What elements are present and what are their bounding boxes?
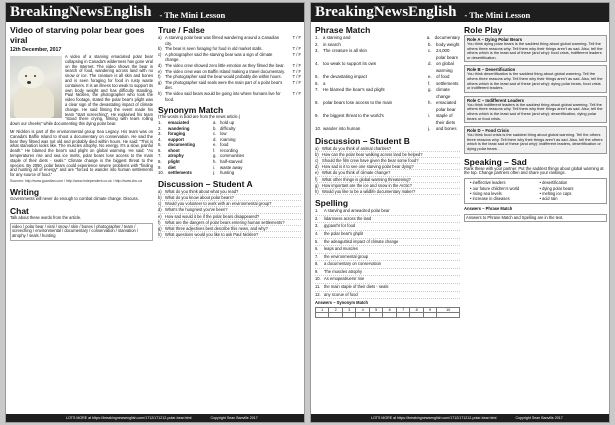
spelling-text: the main staple of their diets - seals <box>324 284 389 290</box>
synonym-word: emaciated <box>168 119 190 125</box>
question-text: How can the polar bear walking across land be helped? <box>322 151 423 157</box>
question-letter: h) <box>158 232 162 238</box>
answer-blank-cell <box>369 313 382 318</box>
speaking-item: • desertification <box>539 180 568 186</box>
synonym-letter: d. <box>213 136 217 142</box>
spelling-number: 10. <box>315 276 321 282</box>
page-footer <box>6 414 304 422</box>
spelling-number: 2. <box>315 215 319 221</box>
question-letter: e) <box>315 170 319 176</box>
role-title: Role C – Indifferent Leaders <box>467 97 525 103</box>
question-text: What questions would you like to ask Paul Nicklen? <box>165 232 259 238</box>
synonym-word: atrophy <box>168 153 184 159</box>
phrase-start: wander into human <box>323 126 361 131</box>
item-statement: A starving polar bear was filmed wandering around a Canadian city. <box>165 35 280 46</box>
phrase-number: 10. <box>315 126 322 131</box>
speaking-item: • dying polar bears <box>539 185 574 191</box>
true-false-choice[interactable]: T / F <box>292 62 301 68</box>
footer-copyright: Copyright Sean Banville 2017 <box>210 416 258 420</box>
synonym-word: support <box>168 136 184 142</box>
right-exercises-column <box>315 25 460 413</box>
footer-more-link[interactable]: LOTS MORE at https://breakingnewsenglish.com/1712/171212-polar-bear.html <box>66 416 192 420</box>
article-date: 12th December, 2017 <box>10 47 62 53</box>
spelling-text: A starving and ameacited polar bear <box>324 208 390 214</box>
role-title: Role A – Dying Polar Bears <box>467 37 523 42</box>
phrase-number: 1. <box>315 35 319 40</box>
answer-number-cell: 6 <box>383 308 396 313</box>
phrase-ending: climate change <box>436 87 451 99</box>
chat-words-box: video / polar bear / viral / snow / skin / bones / photographer / team / screeching / environmental / documentary / conservation / starvation / atrophy / seals / hunting <box>10 223 153 241</box>
phrase-start: a <box>323 80 326 86</box>
question-text: What three adjectives best describe this news, and why? <box>165 226 268 232</box>
article-paragraph-2: Mr Nicklen is part of the environmental group Sea Legacy. His team was on Canada's Baffin Island to shoot a documentary on conservation. He said the bear they filmed was not old and probably died within hours. He said: "This is what starvation looks like. The muscles atrophy. No energy. It's a slow, painful death." He blamed the bear's sad plight on global warming. He said: "As temperatures rise and sea ice melts, polar bears lose access to the main staple of their diets - seals." Climate change is the biggest threat to the species. By 2050, polar bears could experience severe problems with "finding and hunting all of energy" and are "forced to wander into human settlements for any source of food." <box>10 128 153 178</box>
synonym-definition: hold up <box>220 119 235 125</box>
true-false-choice[interactable]: T / F <box>292 51 301 57</box>
question-letter: a) <box>158 188 162 194</box>
phrase-number: 7. <box>315 87 319 92</box>
phrase-number: 9. <box>315 113 319 118</box>
question-letter: c) <box>158 201 162 207</box>
role-list <box>464 35 607 154</box>
answer-blank-cell <box>410 313 423 318</box>
article-body <box>10 55 153 178</box>
spelling-text: the polar bear's ghplit <box>324 230 364 236</box>
question-text: What are the dangers of polar bears entering human settlements? <box>165 219 285 225</box>
discussion-b-list <box>315 146 460 196</box>
question-letter: b) <box>158 195 162 201</box>
role-text: You think dying polar bears is the saddest thing about global warming. Tell the others three reasons why. Tell them why their things aren't as sad. Also, tell the others which is the least sad of these (and why): food crisis, indifferent leaders or desertification. <box>467 41 603 60</box>
phrase-start: a starving and <box>322 35 351 40</box>
spelling-item <box>315 239 460 247</box>
true-false-choice[interactable]: T / F <box>292 46 301 52</box>
phrase-match-row <box>315 48 460 61</box>
phrase-letter: g. <box>428 87 432 92</box>
spelling-number: 11. <box>315 284 321 290</box>
article-paragraph-1: A video of a starving emaciated polar bear collapsing in Canada's wilderness has gone viral on the Internet. The video shows the bear in search of food, wandering across land with no snow or ice. The creature is all skin and bones and is seen foraging for food in rusty waste containers. It is an illness too weak to support its own body weight and has difficulty standing. Paul Nicklen, the photographer who took the video footage, stated the polar bear's plight was a clear sign of the devastating impact of climate change. He said filming the event made his team "start screeching". He explained his team "stood there crying, filming with tears rolling down our cheeks" while documenting this dying polar bear. <box>10 54 153 127</box>
role-play-heading: Role Play <box>464 25 503 35</box>
answer-blank-cell <box>396 313 409 318</box>
answer-blank-cell <box>437 313 460 318</box>
answer-blank-cell <box>356 313 369 318</box>
synonym-letter: a. <box>213 119 217 125</box>
answers-synonym-label: Answers – Synonym Match <box>315 300 369 306</box>
spelling-number: 7. <box>315 253 319 259</box>
phrase-match-row <box>315 61 460 74</box>
question-text: How sad is it to see one starving polar bear dying? <box>322 164 414 170</box>
item-statement: The video crew was on Baffin Island making a travel documentary. <box>165 68 285 74</box>
phrase-letter: a. <box>426 35 431 40</box>
phrase-letter: d. <box>428 61 432 66</box>
true-false-heading: True / False <box>158 25 205 35</box>
synonym-word: settlements <box>168 170 192 176</box>
true-false-choice[interactable]: T / F <box>292 79 301 85</box>
speaking-item: • ineffective leaders <box>470 180 506 186</box>
item-letter: a) <box>158 35 162 40</box>
answer-number-cell: 3 <box>342 308 355 313</box>
phrase-ending: documentary <box>434 35 460 40</box>
synonym-word: diet <box>168 164 176 170</box>
spelling-number: 3. <box>315 223 319 229</box>
spelling-item <box>315 246 460 254</box>
phrase-match-row <box>315 100 460 113</box>
phrase-ending: settlements <box>436 80 459 86</box>
synonym-definition: low <box>220 131 227 137</box>
question-text: What other things is global warming threatening? <box>322 176 411 182</box>
synonym-definition: roaming <box>220 136 236 142</box>
question-text: What do you know about polar bears? <box>165 195 234 201</box>
banner-subtitle: - The Mini Lesson <box>464 10 531 20</box>
phrase-letter: h. <box>428 100 432 105</box>
synonym-letter: f. <box>213 147 216 153</box>
phrase-letter: j. <box>428 126 431 131</box>
phrase-number: 3. <box>315 48 319 53</box>
phrase-match-row <box>315 113 460 126</box>
item-letter: c) <box>158 51 162 57</box>
spelling-heading: Spelling <box>315 198 349 209</box>
spelling-list <box>315 208 460 299</box>
phrase-number: 5. <box>315 74 319 79</box>
synonym-letter: j. <box>213 170 216 176</box>
question-letter: d) <box>315 164 319 170</box>
phrase-letter: f. <box>428 80 431 86</box>
site-title: BreakingNewsEnglish <box>315 4 457 20</box>
spelling-item <box>315 292 460 300</box>
item-statement: The photographer said the bear would probably die within hours. <box>165 74 282 80</box>
true-false-list <box>158 35 301 102</box>
phrase-number: 2. <box>315 41 319 47</box>
page-banner <box>311 3 609 22</box>
question-letter: e) <box>158 213 162 219</box>
true-false-choice[interactable]: T / F <box>292 68 301 74</box>
spelling-item <box>315 231 460 239</box>
role-text: You think desertification is the saddest thing about global warming. Tell the others three reasons why. Tell them why their things aren't as sad. Also, tell the others which is the least sad of these (and why): dying polar bears, food crisis or indifferent leaders. <box>467 71 603 91</box>
question-text: How sad would it be if the polar bears disappeared? <box>165 213 260 219</box>
question-letter: f) <box>158 219 161 225</box>
question-letter: g) <box>158 226 162 232</box>
true-false-item <box>158 91 301 102</box>
answer-number-cell: 8 <box>410 308 423 313</box>
phrase-match-heading: Phrase Match <box>315 25 371 35</box>
synonym-number: 9. <box>158 164 162 170</box>
spelling-number: 6. <box>315 246 319 252</box>
phrase-start: the biggest threat to the world's <box>323 113 384 118</box>
role-card <box>464 126 607 153</box>
item-statement: The video crew showed zero little emotion as they filmed the bear. <box>165 62 285 68</box>
synonym-definition: waste away <box>220 164 243 170</box>
spelling-item <box>315 216 460 224</box>
role-text: You think indifferent leaders is the saddest thing about global warming. Tell the others three reasons why. Tell them why their things aren't as sad. Also, tell the others which is the least sad of these (and why): desertification, dying polar bears or food crisis. <box>467 101 603 121</box>
answer-blank-cell <box>423 313 436 318</box>
phrase-letter: b. <box>428 41 432 47</box>
question-letter: a) <box>315 145 319 151</box>
page-banner <box>6 3 304 22</box>
item-statement: The photographer said seals were the main part of a polar bear's diet. <box>165 79 283 91</box>
answer-number-cell: 5 <box>369 308 382 313</box>
synonym-word: wandering <box>168 125 190 131</box>
answer-blank-cell <box>316 313 329 318</box>
role-card <box>464 35 607 62</box>
synonym-letter: b. <box>213 125 217 131</box>
discussion-a-list <box>158 189 301 239</box>
spelling-item <box>315 276 460 284</box>
phrase-start: He blamed the bear's sad plight <box>323 87 385 92</box>
spelling-item <box>315 261 460 269</box>
synonym-definition: communities <box>220 153 245 159</box>
synonym-word: plight <box>168 159 180 165</box>
discussion-question <box>315 189 460 195</box>
role-card <box>464 65 607 92</box>
speaking-instructions: Rank these with your partner. Put the saddest things about global warming at the top. Change partners often and share your rankings. <box>464 165 604 176</box>
item-letter: d) <box>158 62 162 68</box>
discussion-b-heading: Discussion – Student B <box>315 135 410 146</box>
synonym-letter: h. <box>213 159 217 165</box>
right-page <box>310 2 610 423</box>
question-text: How important are the ice and snow in the Arctic? <box>322 182 412 188</box>
spelling-text: lidarnsess across the land <box>324 215 372 221</box>
synonym-definition: hunting <box>220 170 235 176</box>
question-letter: c) <box>315 157 319 163</box>
left-exercises-column <box>158 25 301 413</box>
footer-copyright: Copyright Sean Banville 2017 <box>515 416 563 420</box>
answer-number-cell: 9 <box>423 308 436 313</box>
answer-blank-cell <box>329 313 342 318</box>
synonym-number: 2. <box>158 125 162 131</box>
synonym-definition: recording <box>220 147 238 153</box>
synonym-word: documenting <box>168 142 195 148</box>
synonym-row <box>158 170 301 176</box>
article-sources: Sources: http://www.guardian.com / http://www.independent.co.uk / http://www.cbc.ca <box>10 178 142 183</box>
true-false-choice[interactable]: T / F <box>292 90 301 96</box>
synonym-note: (The words in bold are from the news article.) <box>158 114 241 120</box>
question-text: What do you think about what you read? <box>165 188 239 194</box>
writing-heading: Writing <box>10 186 40 197</box>
answer-blank-cell <box>383 313 396 318</box>
phrase-start: polar bears lose access to the main <box>323 100 393 105</box>
phrase-ending: and bones <box>436 126 457 131</box>
role-title: Role B – Desertification <box>467 67 516 73</box>
true-false-choice[interactable]: T / F <box>292 74 301 80</box>
item-statement: The bear is seen foraging for food in old market stalls. <box>165 46 263 52</box>
synonym-number: 3. <box>158 131 162 137</box>
speaking-item: • rising sea levels <box>470 190 502 196</box>
discussion-question <box>158 232 301 238</box>
phrase-match-list <box>315 35 460 133</box>
role-title: Role D – Food Crisis <box>467 128 510 134</box>
spelling-item <box>315 254 460 262</box>
spelling-text: gypaorhr for food <box>324 223 356 229</box>
writing-text: Governments will never do enough to combat climate change. Discuss. <box>10 195 139 201</box>
phrase-start: The creature is all skin <box>323 48 367 53</box>
item-letter: b) <box>158 46 162 52</box>
phrase-number: 6. <box>315 80 319 86</box>
synonym-number: 10. <box>158 170 164 176</box>
role-card <box>464 96 607 123</box>
item-letter: h) <box>158 90 162 96</box>
spelling-item <box>315 269 460 277</box>
spelling-text: any scorue of food <box>324 291 358 297</box>
answer-number-cell: 7 <box>396 308 409 313</box>
answer-number-cell: 2 <box>329 308 342 313</box>
question-letter: b) <box>315 151 319 157</box>
speaking-heading: Speaking – Sad <box>464 156 527 167</box>
spelling-text: The muscles atrophy <box>324 268 362 274</box>
phrase-ending: emaciated polar bear <box>436 100 457 112</box>
phrase-ending: of food <box>436 74 450 79</box>
answers-synonym-table <box>315 307 460 318</box>
spelling-text: As emopeatruersr rise <box>324 276 365 282</box>
speaking-item: • increase in diseases <box>470 196 510 202</box>
phrase-start: the devastating impact <box>323 74 367 79</box>
question-letter: g) <box>315 182 319 188</box>
synonym-word: shoot <box>168 147 180 153</box>
left-page <box>5 2 305 423</box>
spelling-number: 5. <box>315 238 319 244</box>
synonym-number: 4. <box>158 136 162 142</box>
phrase-letter: e. <box>428 74 432 79</box>
answers-phrase-label: Answers – Phrase Match <box>464 205 513 211</box>
synonym-number: 7. <box>158 153 162 159</box>
speaking-item: • melting ice caps <box>539 190 572 196</box>
question-text: What's the hungriest you've been? <box>165 207 228 213</box>
speaking-item: • acid rain <box>539 196 558 202</box>
footer-more-link[interactable]: LOTS MORE at https://breakingnewsenglish.com/1712/171212-polar-bear.html <box>371 416 497 420</box>
spelling-item <box>315 208 460 216</box>
question-letter: f) <box>315 176 318 182</box>
phrase-ending: 24,000 polar bears <box>436 48 458 60</box>
synonym-letter: g. <box>213 153 217 159</box>
spelling-number: 1. <box>315 208 319 214</box>
question-text: What do you think of animal charities? <box>322 145 392 151</box>
banner-subtitle: - The Mini Lesson <box>159 10 226 20</box>
true-false-item <box>158 35 301 46</box>
synonym-number: 1. <box>158 119 162 125</box>
synonym-number: 6. <box>158 147 162 153</box>
question-text: Would you volunteer to work with an environmental group? <box>165 201 272 207</box>
question-letter: d) <box>158 207 162 213</box>
spelling-number: 8. <box>315 261 319 267</box>
phrase-ending: on global warming <box>436 61 454 73</box>
spelling-number: 12. <box>315 291 321 297</box>
synonym-definition: half-starved <box>220 159 243 165</box>
synonym-match-heading: Synonym Match <box>158 105 224 116</box>
phrase-start: too weak to support its own <box>323 61 377 66</box>
phrase-ending: body weight <box>436 41 460 47</box>
spelling-text: a documentary on conservation <box>324 261 382 267</box>
true-false-item <box>158 52 301 63</box>
spelling-item <box>315 223 460 231</box>
item-statement: A photographer said the starving bear was a sign of climate change. <box>165 51 273 63</box>
synonym-list <box>158 120 301 176</box>
synonym-number: 5. <box>158 142 162 148</box>
synonym-letter: c. <box>213 131 217 137</box>
spelling-text: the adeaguttisd impact of climate change <box>324 238 399 244</box>
spelling-text: the environmental group <box>324 253 369 259</box>
answer-number-cell: 4 <box>356 308 369 313</box>
phrase-letter: c. <box>428 48 432 53</box>
discussion-a-heading: Discussion – Student A <box>158 178 253 189</box>
item-letter: g) <box>158 79 162 85</box>
phrase-match-row <box>315 126 460 133</box>
answer-blank-cell <box>342 313 355 318</box>
role-text: You think food crisis is the saddest thing about global warming. Tell the others three reasons why. Tell them why their things aren't as sad. Also, tell the others which is the least sad of these (and why): indifferent leaders, desertification or dying polar bears. <box>467 132 603 151</box>
phrase-letter: i. <box>428 113 431 118</box>
spelling-item <box>315 284 460 292</box>
synonym-letter: i. <box>213 164 216 170</box>
synonym-definition: difficulty <box>220 125 236 131</box>
true-false-choice[interactable]: T / F <box>292 35 301 40</box>
article-column <box>10 25 153 413</box>
item-letter: e) <box>158 68 162 74</box>
synonym-word: foraging <box>168 131 186 137</box>
synonym-number: 8. <box>158 159 162 165</box>
question-text: Should the film crew have given the bear some food? <box>322 157 419 163</box>
item-statement: The video said bears would be going into where humans live for food. <box>165 90 281 102</box>
answer-number-cell: 10 <box>437 308 460 313</box>
speaking-item: • our future children's world <box>470 185 520 191</box>
question-letter: h) <box>315 188 319 194</box>
answers-phrase-note: Answers to Phrase Match and Spelling are in the text. <box>464 214 607 223</box>
chat-text: Talk about these words from the article. <box>10 214 82 220</box>
phrase-start: in search <box>323 41 341 47</box>
phrase-match-row <box>315 87 460 100</box>
phrase-number: 8. <box>315 100 319 105</box>
speaking-items <box>464 178 607 204</box>
article-title: Video of starving polar bear goes viral <box>10 25 145 45</box>
chat-heading: Chat <box>10 205 29 216</box>
polar-bear-photo <box>10 56 62 118</box>
answer-number-cell: 1 <box>316 308 329 313</box>
spelling-text: leaps and muscles <box>324 246 358 252</box>
site-title: BreakingNewsEnglish <box>10 4 152 20</box>
question-text: What do you think of climate change? <box>322 170 391 176</box>
phrase-ending: staple of their diets <box>436 113 456 125</box>
page-footer <box>311 414 609 422</box>
synonym-letter: e. <box>213 142 217 148</box>
synonym-definition: food <box>220 142 229 148</box>
spelling-number: 4. <box>315 230 319 236</box>
question-text: Would you like to be a wildlife documentary maker? <box>322 188 416 194</box>
item-letter: f) <box>158 74 161 80</box>
spelling-number: 9. <box>315 268 319 274</box>
role-play-column <box>464 25 607 413</box>
phrase-number: 4. <box>315 61 319 66</box>
true-false-item <box>158 80 301 91</box>
